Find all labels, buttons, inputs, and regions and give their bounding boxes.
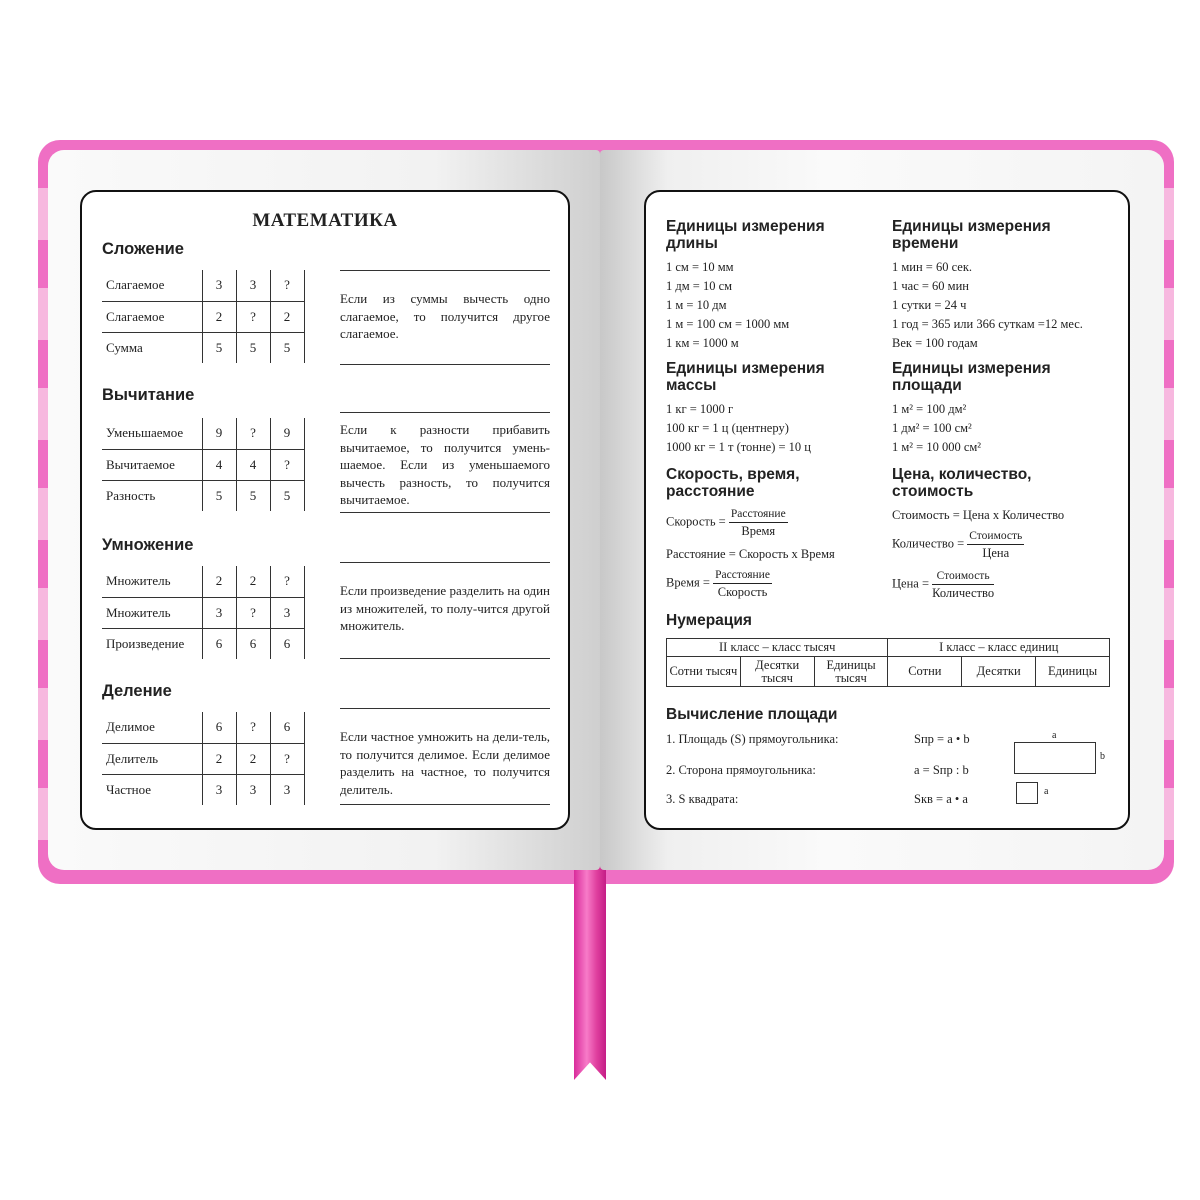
cell: 6: [270, 628, 304, 659]
time-formula: [666, 567, 772, 600]
rule-line: [340, 562, 550, 563]
time-line: Век = 100 годам: [892, 336, 978, 350]
time-line: 1 сутки = 24 ч: [892, 298, 967, 312]
length-line: 1 дм = 10 см: [666, 279, 733, 293]
numeration-table: [666, 638, 1110, 687]
table-row: [102, 566, 322, 597]
cell: Сотни тысяч: [667, 657, 741, 687]
row-label: Уменьшаемое: [102, 418, 202, 449]
table-row: [102, 774, 322, 805]
section-title-subtraction: Вычитание: [102, 386, 195, 404]
denominator: Цена: [982, 546, 1010, 560]
mass-line: 1000 кг = 1 т (тонне) = 10 ц: [666, 440, 812, 454]
section-title-division: Деление: [102, 682, 172, 700]
bookmark-ribbon: [574, 860, 606, 1080]
cell: 6: [270, 712, 304, 743]
row-label: Произведение: [106, 635, 185, 651]
length-units-title: Единицы измерения длины: [666, 218, 825, 252]
mass-line: 1 кг = 1000 г: [666, 402, 734, 416]
table-row: [667, 657, 1110, 687]
table-row: [102, 628, 322, 659]
row-label: Делитель: [102, 743, 202, 774]
area-units-title: Единицы измерения площади: [892, 360, 1051, 394]
division-rule: Если частное умножить на дели-тель, то получится делимое. Если делимое разделить на частное, то получится делитель.: [340, 729, 550, 797]
cell: 5: [236, 332, 270, 363]
cell: Единицы: [1036, 657, 1110, 687]
cell: 3: [202, 774, 236, 805]
cell: 3: [202, 597, 236, 628]
cell: Сотни: [888, 657, 962, 687]
area-line: 1 м² = 100 дм²: [892, 402, 967, 416]
area-calc-title: Вычисление площади: [666, 706, 838, 723]
formula-lhs: Количество =: [892, 536, 965, 551]
distance-formula: Расстояние = Скорость х Время: [666, 547, 835, 561]
row-label: Слагаемое: [102, 270, 202, 301]
cell: ?: [270, 743, 304, 774]
row-label: Вычитаемое: [102, 449, 202, 480]
mass-line: 100 кг = 1 ц (центнеру): [666, 421, 789, 435]
cell: 5: [270, 332, 304, 363]
cell: ?: [270, 566, 304, 597]
length-line: 1 см = 10 мм: [666, 260, 734, 274]
numerator: Расстояние: [713, 567, 772, 584]
length-line: 1 км = 1000 м: [666, 336, 739, 350]
class-thousands: II класс – класс тысяч: [667, 639, 888, 657]
speed-formula: [666, 506, 788, 539]
cell: ?: [236, 597, 270, 628]
quantity-formula: [892, 528, 1024, 561]
formula-lhs: Время =: [666, 575, 710, 590]
fraction: [713, 567, 772, 600]
time-line: 1 час = 60 мин: [892, 279, 969, 293]
addition-rule: Если из суммы вычесть одно слагаемое, то получится другое слагаемое.: [340, 291, 550, 341]
cell: 6: [202, 712, 236, 743]
denominator: Время: [741, 524, 776, 538]
time-line: 1 мин = 60 сек.: [892, 260, 973, 274]
cell: 6: [236, 628, 270, 659]
area-calc-formula: Sпр = a • b: [914, 732, 970, 746]
row-label: Частное: [106, 781, 152, 797]
cell: Единицы тысяч: [814, 657, 888, 687]
cell: 2: [236, 566, 270, 597]
cell: Десятки тысяч: [740, 657, 814, 687]
right-panel: [644, 190, 1130, 830]
cell: 9: [270, 418, 304, 449]
square-diagram: [1016, 782, 1038, 804]
rule-line: [340, 364, 550, 365]
table-row: [102, 332, 322, 363]
cost-formula: Стоимость = Цена х Количество: [892, 508, 1065, 522]
row-label: Делимое: [102, 712, 202, 743]
cell: ?: [270, 449, 304, 480]
cell: 3: [270, 774, 304, 805]
table-row: [102, 597, 322, 628]
time-units-title: Единицы измерения времени: [892, 218, 1051, 252]
area-calc-label: 1. Площадь (S) прямоугольника:: [666, 732, 839, 746]
row-label: Множитель: [102, 566, 202, 597]
cell: 2: [202, 301, 236, 332]
area-line: 1 м² = 10 000 см²: [892, 440, 982, 454]
table-row: [102, 480, 322, 511]
cell: 2: [202, 566, 236, 597]
numeration-title: Нумерация: [666, 612, 752, 629]
multiplication-table: [102, 566, 322, 659]
rule-line: [340, 270, 550, 271]
table-row: [102, 712, 322, 743]
subtraction-rule: Если к разности прибавить вычитаемое, то получится умень-шаемое. Если из уменьшаемого вычесть разность, то получится вычитаемое.: [340, 422, 550, 507]
subtraction-table: [102, 418, 322, 511]
class-units: I класс – класс единиц: [888, 639, 1110, 657]
formula-lhs: Скорость =: [666, 514, 726, 529]
table-row: [102, 743, 322, 774]
cell: ?: [236, 418, 270, 449]
denominator: Скорость: [717, 585, 768, 599]
square-side-label: a: [1044, 786, 1049, 797]
table-row: [102, 449, 322, 480]
mass-units-title: Единицы измерения массы: [666, 360, 825, 394]
fraction: [932, 568, 994, 601]
price-formula: [892, 568, 994, 601]
addition-table: [102, 270, 322, 363]
cell: 4: [202, 449, 236, 480]
cell: 3: [202, 270, 236, 301]
area-line: 1 дм² = 100 см²: [892, 421, 972, 435]
cell: 5: [270, 480, 304, 511]
cell: Десятки: [962, 657, 1036, 687]
row-label: Слагаемое: [102, 301, 202, 332]
left-panel: [80, 190, 570, 830]
cell: 3: [270, 597, 304, 628]
section-title-addition: Сложение: [102, 240, 184, 258]
cell: 5: [236, 480, 270, 511]
price-title: Цена, количество, стоимость: [892, 466, 1032, 500]
rule-line: [340, 512, 550, 513]
area-calc-formula: a = Sпр : b: [914, 763, 969, 777]
cell: ?: [236, 301, 270, 332]
table-row: [667, 639, 1110, 657]
table-row: [102, 418, 322, 449]
row-label: Множитель: [102, 597, 202, 628]
rule-line: [340, 412, 550, 413]
cell: ?: [270, 270, 304, 301]
cell: 5: [202, 332, 236, 363]
rule-line: [340, 658, 550, 659]
cell: 2: [202, 743, 236, 774]
numerator: Расстояние: [729, 506, 788, 523]
cell: ?: [236, 712, 270, 743]
fraction: [967, 528, 1024, 561]
multiplication-rule: Если произведение разделить на один из множителей, то полу-чится другой множитель.: [340, 583, 550, 633]
length-line: 1 м = 10 дм: [666, 298, 727, 312]
cell: 5: [202, 480, 236, 511]
area-calc-formula: Sкв = a • a: [914, 792, 968, 806]
cell: 6: [202, 628, 236, 659]
rule-line: [340, 804, 550, 805]
area-calc-label: 3. S квадрата:: [666, 792, 739, 806]
row-label: Разность: [106, 487, 156, 503]
rectangle-diagram: [1014, 742, 1096, 774]
area-calc-label: 2. Сторона прямоугольника:: [666, 763, 816, 777]
fraction: [729, 506, 788, 539]
cell: 9: [202, 418, 236, 449]
page-title: МАТЕМАТИКА: [252, 210, 398, 231]
time-line: 1 год = 365 или 366 суткам =12 мес.: [892, 317, 1083, 331]
cell: 4: [236, 449, 270, 480]
formula-lhs: Цена =: [892, 576, 929, 591]
rule-line: [340, 708, 550, 709]
denominator: Количество: [932, 586, 995, 600]
speed-title: Скорость, время, расстояние: [666, 466, 800, 500]
division-table: [102, 712, 322, 805]
table-row: [102, 270, 322, 301]
numerator: Стоимость: [932, 568, 994, 585]
row-label: Сумма: [106, 339, 143, 355]
numerator: Стоимость: [967, 528, 1024, 545]
cell: 3: [236, 270, 270, 301]
table-row: [102, 301, 322, 332]
cell: 3: [236, 774, 270, 805]
length-line: 1 м = 100 см = 1000 мм: [666, 317, 790, 331]
cell: 2: [270, 301, 304, 332]
section-title-multiplication: Умножение: [102, 536, 194, 554]
side-b-label: b: [1100, 751, 1105, 762]
side-a-label: a: [1052, 730, 1057, 741]
cell: 2: [236, 743, 270, 774]
